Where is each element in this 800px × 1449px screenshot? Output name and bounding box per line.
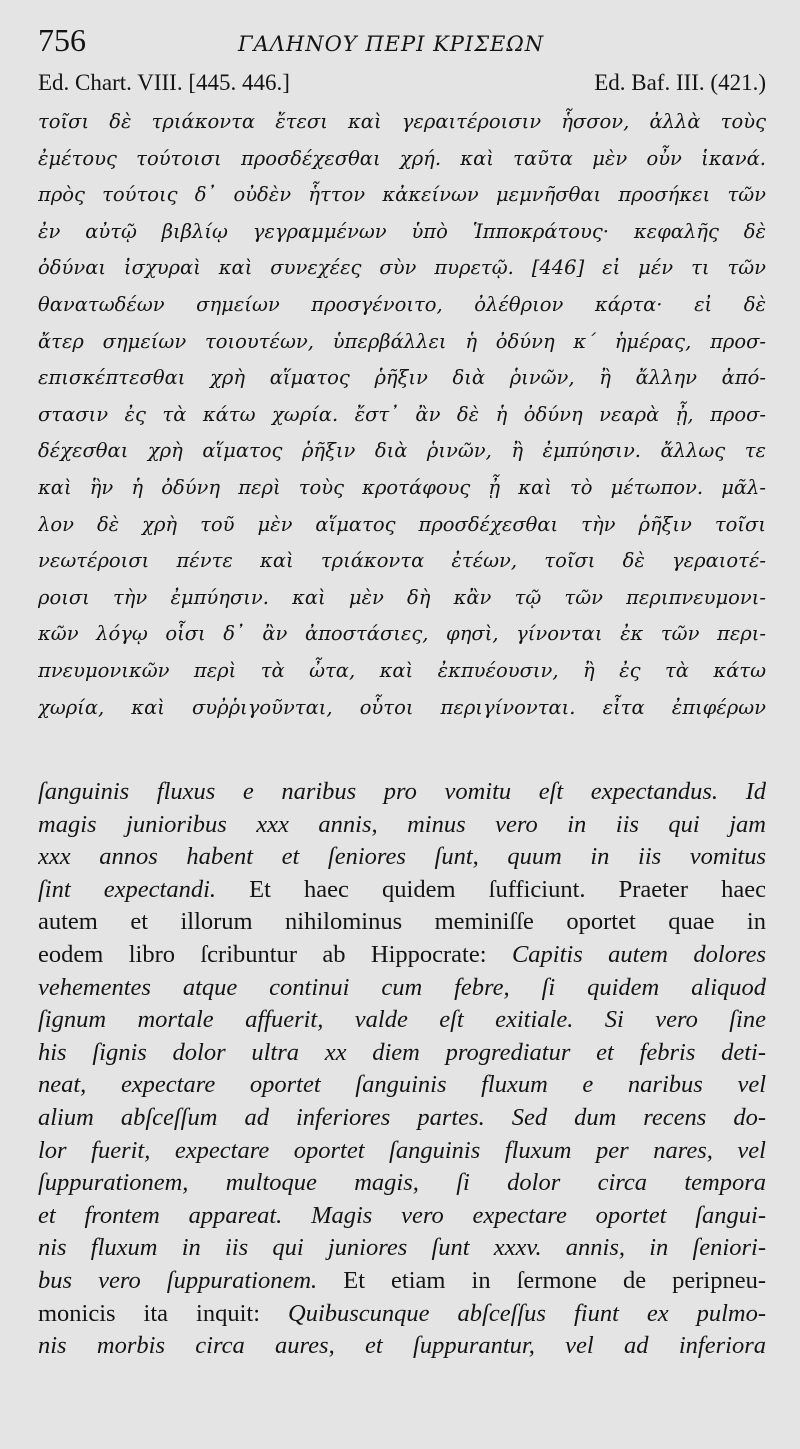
edition-references: [38, 70, 766, 102]
roman-segment: Et etiam in ſermone de peripneu-: [317, 1266, 766, 1294]
edition-reference-right: Ed. Baf. III. (421.): [594, 70, 766, 95]
italic-segment: ſuppurationem, multoque magis, ſi dolor circa tempora: [38, 1169, 766, 1197]
italic-segment: Capitis autem dolores: [511, 940, 766, 968]
italic-segment: nis morbis circa aures, et ſuppurantur, vel ad inferiora: [38, 1332, 766, 1360]
latin-text-line: [38, 874, 766, 907]
greek-text-line: ἄτερ σημείων τοιουτέων, ὑπερβάλλει ἡ ὀδύνη κ΄ ἡμέρας, προσ-: [38, 329, 766, 353]
italic-segment: vehementes atque continui cum febre, ſi quidem aliquod: [38, 973, 766, 1001]
greek-text-line: κῶν λόγῳ οἷσι δ᾽ ἂν ἀποστάσιες, φησὶ, γίνονται ἐκ τῶν περι-: [38, 622, 766, 646]
italic-segment: neat, expectare oportet ſanguinis fluxum e naribus vel: [38, 1071, 766, 1099]
greek-text-line: τοῖσι δὲ τριάκοντα ἔτεσι καὶ γεραιτέροισιν ἧσσον, ἀλλὰ τοὺς: [38, 110, 766, 133]
italic-segment: alium abſceſſum ad inferiores partes. Sed dum recens do-: [38, 1103, 766, 1131]
greek-text-line: ροισι τὴν ἐμπύησιν. καὶ μὲν δὴ κἂν τῷ τῶν περιπνευμονι-: [38, 585, 766, 609]
latin-text-line: [38, 906, 766, 939]
italic-segment: Quibuscunque abſceſſus fiunt ex pulmo-: [288, 1299, 766, 1327]
latin-text-line: [38, 1200, 766, 1233]
greek-text-line: πνευμονικῶν περὶ τὰ ὦτα, καὶ ἐκπυέουσιν, ἢ ἐς τὰ κάτω: [38, 658, 766, 682]
latin-text-line: [38, 1069, 766, 1102]
latin-text-line: [38, 809, 766, 842]
latin-text-line: [38, 776, 766, 809]
greek-text-line: ἐν αὐτῷ βιβλίῳ γεγραμμένων ὑπὸ Ἱπποκράτους· κεφαλῆς δὲ: [38, 219, 766, 243]
italic-segment: ſint expectandi.: [38, 875, 217, 903]
latin-text-block: [38, 776, 766, 1363]
italic-segment: ſignum mortale affuerit, valde eſt exitiale. Si vero ſine: [38, 1006, 766, 1034]
roman-segment: eodem libro ſcribuntur ab Hippocrate:: [38, 940, 512, 968]
greek-text-line: νεωτέροισι πέντε καὶ τριάκοντα ἐτέων, τοῖσι δὲ γεραιοτέ-: [38, 549, 766, 573]
latin-text-line: [38, 841, 766, 874]
italic-segment: et frontem appareat. Magis vero expectare oportet ſangui-: [38, 1201, 766, 1229]
latin-text-line: [38, 1265, 766, 1298]
italic-segment: lor fuerit, expectare oportet ſanguinis fluxum per nares, vel: [38, 1136, 766, 1164]
latin-text-line: [38, 1232, 766, 1265]
latin-text-line: [38, 1330, 766, 1363]
greek-text-line: επισκέπτεσθαι χρὴ αἵματος ῥῆξιν διὰ ῥινῶν, ἢ ἄλλην ἀπό-: [38, 366, 766, 390]
greek-text-line: πρὸς τούτοις δ᾽ οὐδὲν ἧττον κἀκείνων μεμνῆσθαι προσήκει τῶν: [38, 183, 766, 207]
page-number: 756: [38, 22, 86, 58]
italic-segment: ſanguinis fluxus e naribus pro vomitu eſt expectandus. Id: [38, 778, 766, 805]
latin-text-line: [38, 1102, 766, 1135]
greek-text-line: καὶ ἣν ἡ ὀδύνη περὶ τοὺς κροτάφους ᾖ καὶ τὸ μέτωπον. μᾶλ-: [38, 475, 766, 499]
italic-segment: his ſignis dolor ultra xx diem progrediatur et febris deti-: [38, 1038, 766, 1066]
latin-text-line: [38, 1004, 766, 1037]
greek-text-line: δέχεσθαι χρὴ αἵματος ῥῆξιν διὰ ῥινῶν, ἢ ἐμπύησιν. ἄλλως τε: [38, 439, 766, 463]
italic-segment: magis junioribus xxx annis, minus vero in iis qui jam: [38, 810, 766, 838]
roman-segment: Et haec quidem ſufficiunt. Praeter haec: [216, 875, 766, 903]
latin-text-line: [38, 939, 766, 972]
greek-text-line: ἐμέτους τούτοισι προσδέχεσθαι χρή. καὶ ταῦτα μὲν οὖν ἱκανά.: [38, 146, 766, 170]
italic-segment: nis fluxum in iis qui juniores ſunt xxxv. annis, in ſeniori-: [38, 1234, 766, 1262]
greek-text-block: [38, 104, 766, 726]
roman-segment: autem et illorum nihilominus meminiſſe oportet quae in: [38, 908, 766, 936]
italic-segment: xxx annos habent et ſeniores ſunt, quum in iis vomitus: [38, 843, 766, 871]
page-header: [38, 22, 766, 66]
greek-text-line: λον δὲ χρὴ τοῦ μὲν αἵματος προσδέχεσθαι τὴν ῥῆξιν τοῖσι: [38, 512, 766, 536]
latin-text-line: [38, 1135, 766, 1168]
greek-text-line: στασιν ἐς τὰ κάτω χωρία. ἔστ᾽ ἂν δὲ ἡ ὀδύνη νεαρὰ ᾖ, προσ-: [38, 402, 766, 426]
latin-text-line: [38, 1298, 766, 1331]
latin-text-line: [38, 1167, 766, 1200]
running-title: ΓΑΛΗΝΟΥ ΠΕΡΙ ΚΡΙΣΕΩΝ: [238, 32, 545, 56]
edition-reference-left: Ed. Chart. VIII. [445. 446.]: [38, 70, 290, 95]
italic-segment: bus vero ſuppurationem.: [38, 1266, 318, 1294]
greek-text-line: θανατωδέων σημείων προσγένοιτο, ὀλέθριον κάρτα· εἰ δὲ: [38, 292, 766, 316]
latin-text-line: [38, 1037, 766, 1070]
latin-text-line: [38, 972, 766, 1005]
roman-segment: monicis ita inquit:: [38, 1299, 288, 1327]
greek-text-line: ὀδύναι ἰσχυραὶ καὶ συνεχέες σὺν πυρετῷ. [446] εἰ μέν τι τῶν: [38, 256, 766, 280]
greek-text-line: χωρία, καὶ συῤῥιγοῦνται, οὗτοι περιγίνονται. εἶτα ἐπιφέρων: [38, 695, 766, 719]
